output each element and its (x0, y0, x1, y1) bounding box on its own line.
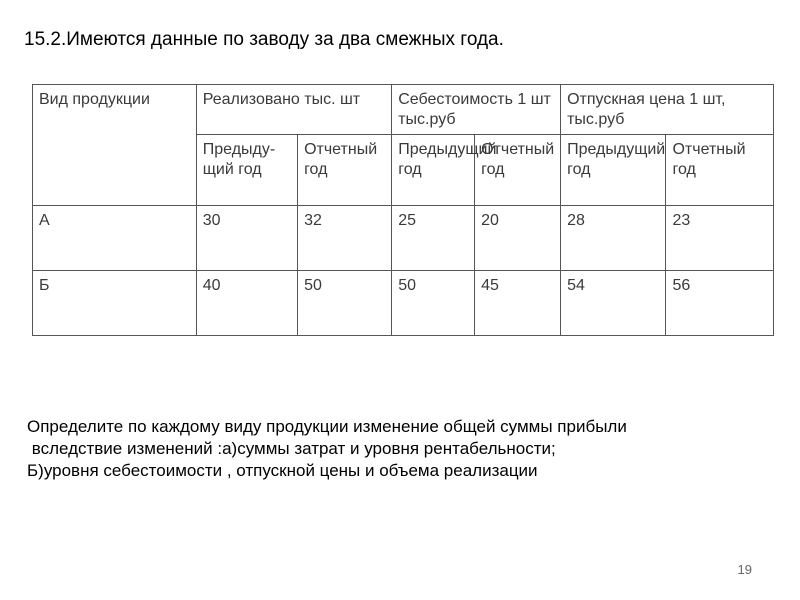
task-text (27, 416, 627, 482)
cell-product: А (33, 206, 197, 271)
cell-product: Б (33, 271, 197, 336)
header-cost: Себестоимость 1 шт тыс.руб (392, 85, 561, 135)
task-line: вследствие изменений :а)суммы затрат и уровня рентабельности; (27, 439, 556, 458)
subheader-cost-curr: Отчетный год (475, 135, 561, 206)
cell-price-prev: 54 (561, 271, 666, 336)
slide-title: 15.2.Имеются данные по заводу за два смежных года. (24, 29, 504, 50)
cell-sold-curr: 50 (298, 271, 392, 336)
cell-price-curr: 56 (666, 271, 774, 336)
cell-price-curr: 23 (666, 206, 774, 271)
cell-sold-curr: 32 (298, 206, 392, 271)
table-row (33, 271, 774, 336)
cell-cost-curr: 45 (475, 271, 561, 336)
cell-cost-prev: 50 (392, 271, 475, 336)
task-line: Определите по каждому виду продукции изменение общей суммы прибыли (27, 417, 627, 436)
page-number: 19 (737, 562, 752, 577)
data-table (32, 84, 774, 336)
cell-cost-curr: 20 (475, 206, 561, 271)
header-product: Вид продукции (33, 85, 197, 206)
header-price: Отпускная цена 1 шт, тыс.руб (561, 85, 774, 135)
subheader-price-prev: Предыдущий год (561, 135, 666, 206)
subheader-sold-curr: Отчетный год (298, 135, 392, 206)
cell-cost-prev: 25 (392, 206, 475, 271)
cell-sold-prev: 30 (196, 206, 297, 271)
cell-sold-prev: 40 (196, 271, 297, 336)
cell-price-prev: 28 (561, 206, 666, 271)
header-sold: Реализовано тыс. шт (196, 85, 391, 135)
subheader-price-curr: Отчетный год (666, 135, 774, 206)
table-header-row (33, 85, 774, 135)
subheader-sold-prev: Предыду-щий год (196, 135, 297, 206)
table-row (33, 206, 774, 271)
subheader-cost-prev: Предыдущий год (392, 135, 475, 206)
task-line: Б)уровня себестоимости , отпускной цены и объема реализации (27, 461, 538, 480)
